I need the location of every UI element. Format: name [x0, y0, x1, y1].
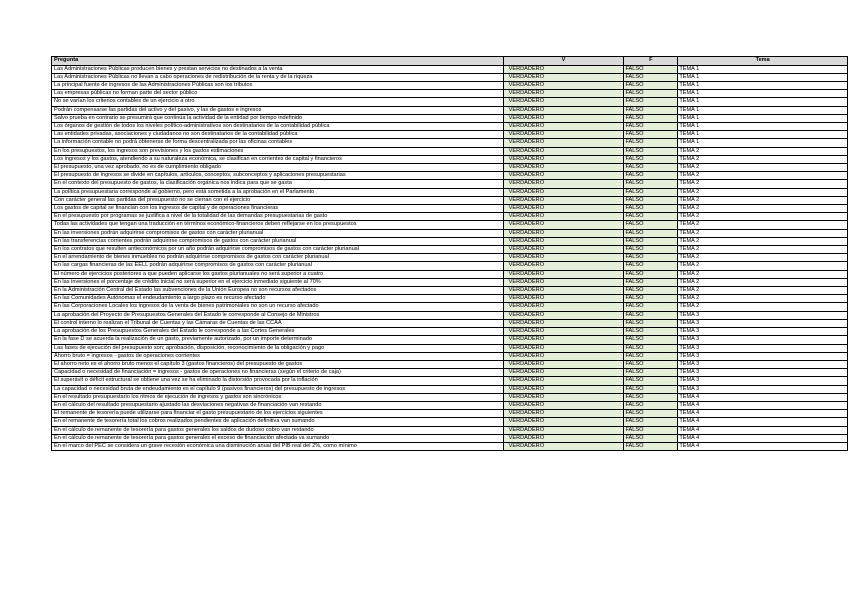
table-row	[52, 90, 848, 98]
tema-cell[interactable]: TEMA 1	[678, 65, 848, 73]
verdadero-cell[interactable]: VERDADERO	[503, 180, 624, 188]
table-row	[52, 164, 848, 172]
question-cell[interactable]: Salvo prueba en contrario se presumirá que continúa la actividad de la entidad por tiempo indefinido	[52, 114, 504, 122]
falso-cell[interactable]: FALSO	[624, 352, 678, 360]
falso-cell[interactable]: FALSO	[624, 188, 678, 196]
verdadero-cell[interactable]: VERDADERO	[503, 229, 624, 237]
question-cell[interactable]: Podrán compensarse las partidas del activo y del pasivo, y las de gastos e ingresos	[52, 106, 504, 114]
falso-cell[interactable]: FALSO	[624, 295, 678, 303]
falso-cell[interactable]: FALSO	[624, 418, 678, 426]
table-row	[52, 295, 848, 303]
question-cell[interactable]: La aprobación de los Presupuestos Generales del Estado le corresponde a las Cortes Generales	[52, 328, 504, 336]
falso-cell[interactable]: FALSO	[624, 139, 678, 147]
tema-cell[interactable]: TEMA 4	[678, 393, 848, 401]
question-cell[interactable]: Las Administraciones Públicas producen bienes y prestan servicios no destinados a la venta	[52, 65, 504, 73]
tema-cell[interactable]: TEMA 1	[678, 131, 848, 139]
question-cell[interactable]: Los ingresos y los gastos, atendiendo a su naturaleza económica, se clasifican en corrientes de capital y financieros	[52, 155, 504, 163]
verdadero-cell[interactable]: VERDADERO	[503, 139, 624, 147]
header-tema: Tema	[678, 57, 848, 66]
question-cell[interactable]: El presupuesto de ingresos se divide en capítulos, artículos, conceptos, subconceptos y aplicaciones presupuestarias	[52, 172, 504, 180]
question-cell[interactable]: En los contratos que resulten antieconómicos por un año podrán adquirirse compromisos de gastos con carácter plurianual	[52, 246, 504, 254]
falso-cell[interactable]: FALSO	[624, 369, 678, 377]
falso-cell[interactable]: FALSO	[624, 237, 678, 245]
question-cell[interactable]: En el cálculo de remanente de tesorería para gastos generales el exceso de financiación afectada va sumando	[52, 434, 504, 442]
table-row	[52, 221, 848, 229]
tema-cell[interactable]: TEMA 4	[678, 426, 848, 434]
questions-table	[51, 56, 848, 451]
tema-cell[interactable]: TEMA 2	[678, 270, 848, 278]
tema-cell[interactable]: TEMA 2	[678, 155, 848, 163]
question-cell[interactable]: El número de ejercicios posteriores a que pueden aplicarse los gastos plurianuales no será superior a cuatro	[52, 270, 504, 278]
verdadero-cell[interactable]: VERDADERO	[503, 131, 624, 139]
table-row	[52, 344, 848, 352]
question-cell[interactable]: Los gastos de capital se financian con los ingresos de capital y de operaciones financieras	[52, 205, 504, 213]
question-cell[interactable]: En el presupuesto por programas se justifica a nivel de la totalidad de las demandas presupuestarias de gasto	[52, 213, 504, 221]
verdadero-cell[interactable]: VERDADERO	[503, 270, 624, 278]
table-row	[52, 237, 848, 245]
falso-cell[interactable]: FALSO	[624, 147, 678, 155]
table-row	[52, 147, 848, 155]
question-cell[interactable]: La política presupuestaria corresponde al gobierno, pero está sometida a la aprobación en el Parlamento	[52, 188, 504, 196]
question-cell[interactable]: La capacidad o necesidad bruta de endeudamiento es el capítulo 9 (pasivos financieros) del presupuesto de ingresos	[52, 385, 504, 393]
tema-cell[interactable]: TEMA 1	[678, 73, 848, 81]
tema-cell[interactable]: TEMA 1	[678, 82, 848, 90]
tema-cell[interactable]: TEMA 4	[678, 442, 848, 450]
falso-cell[interactable]: FALSO	[624, 205, 678, 213]
table-row	[52, 188, 848, 196]
verdadero-cell[interactable]: VERDADERO	[503, 188, 624, 196]
tema-cell[interactable]: TEMA 3	[678, 319, 848, 327]
verdadero-cell[interactable]: VERDADERO	[503, 344, 624, 352]
verdadero-cell[interactable]: VERDADERO	[503, 205, 624, 213]
falso-cell[interactable]: FALSO	[624, 254, 678, 262]
tema-cell[interactable]: TEMA 2	[678, 287, 848, 295]
table-row	[52, 205, 848, 213]
verdadero-cell[interactable]: VERDADERO	[503, 442, 624, 450]
verdadero-cell[interactable]: VERDADERO	[503, 418, 624, 426]
question-cell[interactable]: En las cargas financieras de las EELL podrán adquirirse compromisos de gastos con carácter plurianual	[52, 262, 504, 270]
table-row	[52, 270, 848, 278]
question-cell[interactable]: En la Administración Central del Estado las subvenciones de la Unión Europea no son recursos afectados	[52, 287, 504, 295]
falso-cell[interactable]: FALSO	[624, 442, 678, 450]
tema-cell[interactable]: TEMA 1	[678, 123, 848, 131]
tema-cell[interactable]: TEMA 3	[678, 352, 848, 360]
verdadero-cell[interactable]: VERDADERO	[503, 82, 624, 90]
verdadero-cell[interactable]: VERDADERO	[503, 410, 624, 418]
falso-cell[interactable]: FALSO	[624, 401, 678, 409]
table-body	[52, 65, 848, 451]
table-row	[52, 401, 848, 409]
tema-cell[interactable]: TEMA 2	[678, 221, 848, 229]
verdadero-cell[interactable]: VERDADERO	[503, 303, 624, 311]
verdadero-cell[interactable]: VERDADERO	[503, 114, 624, 122]
table-row	[52, 82, 848, 90]
tema-cell[interactable]: TEMA 2	[678, 196, 848, 204]
question-cell[interactable]: En las inversiones el porcentaje de crédito inicial no será superior en el ejercicio inmediato siguiente al 70%	[52, 278, 504, 286]
verdadero-cell[interactable]: VERDADERO	[503, 262, 624, 270]
falso-cell[interactable]: FALSO	[624, 155, 678, 163]
verdadero-cell[interactable]: VERDADERO	[503, 336, 624, 344]
falso-cell[interactable]: FALSO	[624, 287, 678, 295]
tema-cell[interactable]: TEMA 4	[678, 410, 848, 418]
falso-cell[interactable]: FALSO	[624, 328, 678, 336]
question-cell[interactable]: El ahorro neto es el ahorro bruto menos el capítulo 3 (gastos financieros) del presupuesto de gastos	[52, 360, 504, 368]
falso-cell[interactable]: FALSO	[624, 344, 678, 352]
verdadero-cell[interactable]: VERDADERO	[503, 369, 624, 377]
tema-cell[interactable]: TEMA 3	[678, 328, 848, 336]
question-cell[interactable]: La principal fuente de ingresos de las Administraciones Públicas son los tributos	[52, 82, 504, 90]
header-row	[52, 57, 848, 66]
verdadero-cell[interactable]: VERDADERO	[503, 254, 624, 262]
table-row	[52, 385, 848, 393]
falso-cell[interactable]: FALSO	[624, 311, 678, 319]
question-cell[interactable]: En los presupuestos, los ingresos son previsiones y los gastos estimaciones	[52, 147, 504, 155]
falso-cell[interactable]: FALSO	[624, 319, 678, 327]
verdadero-cell[interactable]: VERDADERO	[503, 295, 624, 303]
verdadero-cell[interactable]: VERDADERO	[503, 328, 624, 336]
tema-cell[interactable]: TEMA 2	[678, 147, 848, 155]
tema-cell[interactable]: TEMA 2	[678, 295, 848, 303]
table-row	[52, 213, 848, 221]
falso-cell[interactable]: FALSO	[624, 221, 678, 229]
falso-cell[interactable]: FALSO	[624, 213, 678, 221]
table-row	[52, 311, 848, 319]
question-cell[interactable]: La información contable no podrá obtenerse de forma descentralizada por las oficinas contables	[52, 139, 504, 147]
falso-cell[interactable]: FALSO	[624, 360, 678, 368]
falso-cell[interactable]: FALSO	[624, 229, 678, 237]
verdadero-cell[interactable]: VERDADERO	[503, 147, 624, 155]
tema-cell[interactable]: TEMA 4	[678, 434, 848, 442]
question-cell[interactable]: En el marco del PEC se considera un grave recesión económica una disminución anual del PIB real del 2%, como mínimo	[52, 442, 504, 450]
question-cell[interactable]: No se varían los criterios contables de un ejercicio a otro	[52, 98, 504, 106]
table-row	[52, 278, 848, 286]
table-row	[52, 303, 848, 311]
tema-cell[interactable]: TEMA 3	[678, 369, 848, 377]
verdadero-cell[interactable]: VERDADERO	[503, 90, 624, 98]
verdadero-cell[interactable]: VERDADERO	[503, 401, 624, 409]
table-row	[52, 352, 848, 360]
question-cell[interactable]: Las empresas públicas no forman parte del sector público	[52, 90, 504, 98]
table-row	[52, 98, 848, 106]
table-row	[52, 254, 848, 262]
question-cell[interactable]: El control interno lo realizan el Tribunal de Cuentas y las Cámaras de Cuentas de las CCAA	[52, 319, 504, 327]
verdadero-cell[interactable]: VERDADERO	[503, 172, 624, 180]
table-row	[52, 319, 848, 327]
tema-cell[interactable]: TEMA 4	[678, 418, 848, 426]
question-cell[interactable]: En el contexto del presupuesto de gastos, la clasificación orgánica nos indica para que se gasta	[52, 180, 504, 188]
question-cell[interactable]: En el cálculo de remanente de tesorería para gastos generales los saldos de dudoso cobro van restando	[52, 426, 504, 434]
verdadero-cell[interactable]: VERDADERO	[503, 287, 624, 295]
tema-cell[interactable]: TEMA 2	[678, 303, 848, 311]
question-cell[interactable]: En el arrendamiento de bienes inmuebles no podrán adquirirse compromisos de gastos con carácter plurianual	[52, 254, 504, 262]
tema-cell[interactable]: TEMA 2	[678, 229, 848, 237]
falso-cell[interactable]: FALSO	[624, 278, 678, 286]
tema-cell[interactable]: TEMA 2	[678, 172, 848, 180]
verdadero-cell[interactable]: VERDADERO	[503, 196, 624, 204]
tema-cell[interactable]: TEMA 4	[678, 401, 848, 409]
tema-cell[interactable]: TEMA 2	[678, 164, 848, 172]
question-cell[interactable]: En las Comunidades Autónomas el endeudamiento a largo plazo es recurso afectado	[52, 295, 504, 303]
verdadero-cell[interactable]: VERDADERO	[503, 237, 624, 245]
falso-cell[interactable]: FALSO	[624, 303, 678, 311]
question-cell[interactable]: Ahorro bruto = ingresos - gastos de operaciones corrientes	[52, 352, 504, 360]
table-row	[52, 123, 848, 131]
falso-cell[interactable]: FALSO	[624, 336, 678, 344]
tema-cell[interactable]: TEMA 1	[678, 139, 848, 147]
question-cell[interactable]: Con carácter general las partidas del presupuesto no se cierran con el ejercicio	[52, 196, 504, 204]
question-cell[interactable]: El presupuesto, una vez aprobado, no es de cumplimiento obligado	[52, 164, 504, 172]
falso-cell[interactable]: FALSO	[624, 393, 678, 401]
verdadero-cell[interactable]: VERDADERO	[503, 123, 624, 131]
table-row	[52, 246, 848, 254]
tema-cell[interactable]: TEMA 1	[678, 106, 848, 114]
table-row	[52, 418, 848, 426]
falso-cell[interactable]: FALSO	[624, 385, 678, 393]
falso-cell[interactable]: FALSO	[624, 180, 678, 188]
tema-cell[interactable]: TEMA 2	[678, 213, 848, 221]
verdadero-cell[interactable]: VERDADERO	[503, 385, 624, 393]
tema-cell[interactable]: TEMA 1	[678, 98, 848, 106]
falso-cell[interactable]: FALSO	[624, 262, 678, 270]
tema-cell[interactable]: TEMA 1	[678, 114, 848, 122]
table-row	[52, 262, 848, 270]
table-row	[52, 172, 848, 180]
table-row	[52, 336, 848, 344]
tema-cell[interactable]: TEMA 2	[678, 205, 848, 213]
tema-cell[interactable]: TEMA 3	[678, 377, 848, 385]
verdadero-cell[interactable]: VERDADERO	[503, 73, 624, 81]
tema-cell[interactable]: TEMA 2	[678, 188, 848, 196]
table-row	[52, 229, 848, 237]
table-row	[52, 360, 848, 368]
table-row	[52, 369, 848, 377]
question-cell[interactable]: En el cálculo del resultado presupuestario ajustado las desviaciones negativas de financiación van restando	[52, 401, 504, 409]
table-row	[52, 287, 848, 295]
falso-cell[interactable]: FALSO	[624, 246, 678, 254]
table-row	[52, 442, 848, 450]
tema-cell[interactable]: TEMA 2	[678, 180, 848, 188]
falso-cell[interactable]: FALSO	[624, 65, 678, 73]
tema-cell[interactable]: TEMA 2	[678, 262, 848, 270]
falso-cell[interactable]: FALSO	[624, 114, 678, 122]
verdadero-cell[interactable]: VERDADERO	[503, 319, 624, 327]
tema-cell[interactable]: TEMA 3	[678, 385, 848, 393]
tema-cell[interactable]: TEMA 3	[678, 344, 848, 352]
question-cell[interactable]: La aprobación del Proyecto de Presupuestos Generales del Estado le corresponde al Consejo de Ministros	[52, 311, 504, 319]
table-row	[52, 180, 848, 188]
falso-cell[interactable]: FALSO	[624, 98, 678, 106]
header-v: V	[503, 57, 624, 66]
verdadero-cell[interactable]: VERDADERO	[503, 311, 624, 319]
table-row	[52, 131, 848, 139]
tema-cell[interactable]: TEMA 2	[678, 278, 848, 286]
verdadero-cell[interactable]: VERDADERO	[503, 164, 624, 172]
question-cell[interactable]: Capacidad o necesidad de financiación = ingresos - gastos de operaciones no financieras (según el criterio de caja)	[52, 369, 504, 377]
question-cell[interactable]: En las inversiones podrán adquirirse compromisos de gastos con carácter plurianual	[52, 229, 504, 237]
verdadero-cell[interactable]: VERDADERO	[503, 434, 624, 442]
table-row	[52, 426, 848, 434]
table-row	[52, 393, 848, 401]
verdadero-cell[interactable]: VERDADERO	[503, 377, 624, 385]
falso-cell[interactable]: FALSO	[624, 90, 678, 98]
falso-cell[interactable]: FALSO	[624, 270, 678, 278]
question-cell[interactable]: En el remanente de tesorería total los cobros realizados pendientes de aplicación definitiva van sumando	[52, 418, 504, 426]
question-cell[interactable]: Las entidades privadas, asociaciones y ciudadanos no son destinatarios de la contabilidad pública	[52, 131, 504, 139]
verdadero-cell[interactable]: VERDADERO	[503, 393, 624, 401]
falso-cell[interactable]: FALSO	[624, 164, 678, 172]
question-cell[interactable]: En el resultado presupuestario los ritmos de ejecución de ingresos y gastos son sincrónicos	[52, 393, 504, 401]
verdadero-cell[interactable]: VERDADERO	[503, 98, 624, 106]
header-pregunta: Pregunta	[52, 57, 504, 66]
question-cell[interactable]: Las Administraciones Públicas no llevan a cabo operaciones de redistribución de la renta y de la riqueza	[52, 73, 504, 81]
table-row	[52, 65, 848, 73]
verdadero-cell[interactable]: VERDADERO	[503, 221, 624, 229]
table-row	[52, 106, 848, 114]
table-row	[52, 114, 848, 122]
verdadero-cell[interactable]: VERDADERO	[503, 213, 624, 221]
falso-cell[interactable]: FALSO	[624, 106, 678, 114]
header-f: F	[624, 57, 678, 66]
table-row	[52, 155, 848, 163]
table-row	[52, 434, 848, 442]
falso-cell[interactable]: FALSO	[624, 73, 678, 81]
table-row	[52, 196, 848, 204]
falso-cell[interactable]: FALSO	[624, 434, 678, 442]
tema-cell[interactable]: TEMA 3	[678, 360, 848, 368]
verdadero-cell[interactable]: VERDADERO	[503, 106, 624, 114]
verdadero-cell[interactable]: VERDADERO	[503, 65, 624, 73]
table-row	[52, 377, 848, 385]
falso-cell[interactable]: FALSO	[624, 410, 678, 418]
question-cell[interactable]: En las transferencias corrientes podrán adquirirse compromisos de gastos con carácter plurianual	[52, 237, 504, 245]
verdadero-cell[interactable]: VERDADERO	[503, 246, 624, 254]
falso-cell[interactable]: FALSO	[624, 377, 678, 385]
table-row	[52, 410, 848, 418]
question-cell[interactable]: El superávit o déficit estructural se obtiene una vez se ha eliminado la distorsión provocada por la inflación	[52, 377, 504, 385]
tema-cell[interactable]: TEMA 3	[678, 336, 848, 344]
falso-cell[interactable]: FALSO	[624, 172, 678, 180]
verdadero-cell[interactable]: VERDADERO	[503, 426, 624, 434]
verdadero-cell[interactable]: VERDADERO	[503, 278, 624, 286]
falso-cell[interactable]: FALSO	[624, 131, 678, 139]
tema-cell[interactable]: TEMA 2	[678, 254, 848, 262]
falso-cell[interactable]: FALSO	[624, 82, 678, 90]
falso-cell[interactable]: FALSO	[624, 123, 678, 131]
table-row	[52, 328, 848, 336]
verdadero-cell[interactable]: VERDADERO	[503, 352, 624, 360]
table-row	[52, 73, 848, 81]
falso-cell[interactable]: FALSO	[624, 426, 678, 434]
falso-cell[interactable]: FALSO	[624, 196, 678, 204]
question-cell[interactable]: Las fases de ejecución del presupuesto son; aprobación, disposición, reconocimiento de la obligación y pago	[52, 344, 504, 352]
question-cell[interactable]: En la fase D se acuerda la realización de un gasto, previamente autorizado, por un importe determinado	[52, 336, 504, 344]
verdadero-cell[interactable]: VERDADERO	[503, 360, 624, 368]
verdadero-cell[interactable]: VERDADERO	[503, 155, 624, 163]
tema-cell[interactable]: TEMA 2	[678, 246, 848, 254]
question-cell[interactable]: Todas las actividades que tengan una traducción en términos económico-financieros deben reflejarse en los presupuestos	[52, 221, 504, 229]
tema-cell[interactable]: TEMA 1	[678, 90, 848, 98]
question-cell[interactable]: En las Corporaciones Locales los ingresos de la venta de bienes patrimoniales no son un recurso afectado	[52, 303, 504, 311]
tema-cell[interactable]: TEMA 2	[678, 237, 848, 245]
tema-cell[interactable]: TEMA 3	[678, 311, 848, 319]
question-cell[interactable]: Los órganos de gestión de todos los niveles político-administrativos son destinatarios de la contabilidad pública	[52, 123, 504, 131]
question-cell[interactable]: El remanente de tesorería puede utilizarse para financiar el gasto presupuestario de los ejercicios siguientes	[52, 410, 504, 418]
table-row	[52, 139, 848, 147]
